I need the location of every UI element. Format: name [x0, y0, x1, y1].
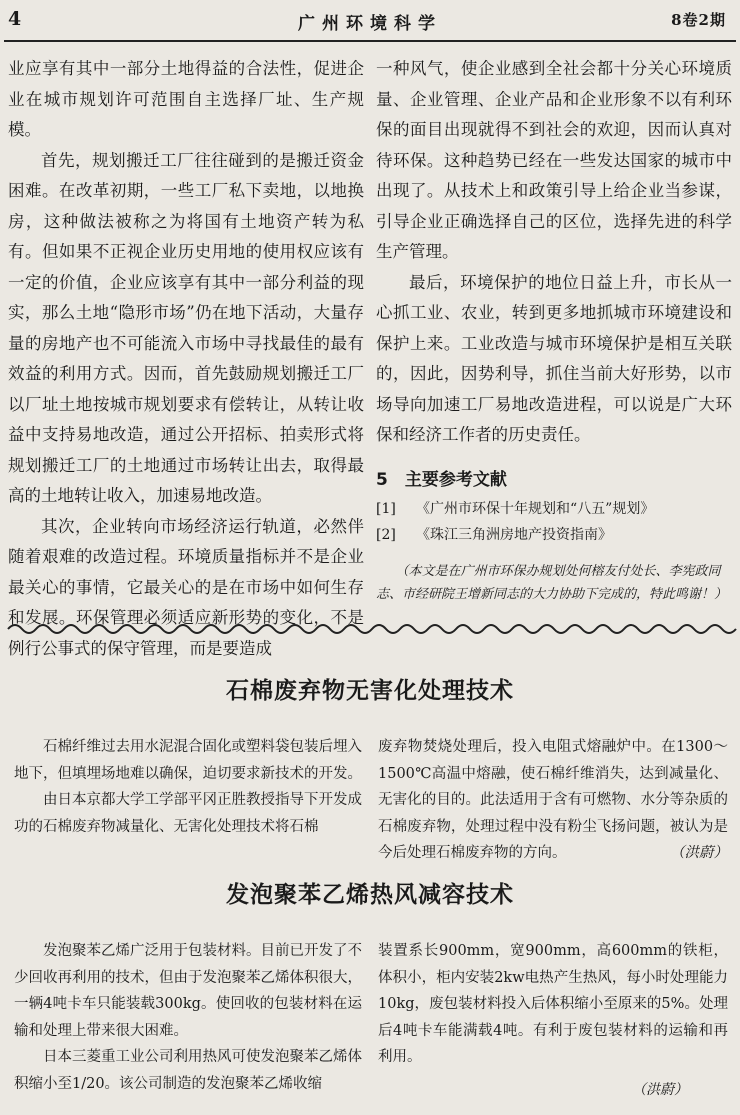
article3-right-column — [378, 938, 728, 1099]
article3-title: 发泡聚苯乙烯热风减容技术 — [226, 882, 514, 908]
section-divider-wavy-line — [0, 614, 740, 644]
reference-number: [2] — [376, 526, 396, 543]
paragraph: 日本三菱重工业公司利用热风可使发泡聚苯乙烯体积缩小至1/20。该公司制造的发泡聚苯乙烯收缩 — [14, 1049, 362, 1092]
article2-right-column — [378, 734, 728, 867]
wavy-line — [8, 625, 736, 633]
paragraph-text: 废弃物焚烧处理后，投入电阻式熔融炉中。在1300～1500℃高温中熔融，使石棉纤维消失，达到减量化、无害化的目的。此法适用于含有可燃物、水分等杂质的石棉废弃物，处理过程中没有粉尘飞扬问题，被认为是今后处理石棉废弃物的方向。 — [378, 739, 728, 861]
references-heading: 5 主要参考文献 — [376, 469, 507, 490]
article1-right-column — [376, 54, 732, 606]
paragraph: 由日本京都大学工学部平冈正胜教授指导下开发成功的石棉废弃物减量化、无害化处理技术将石棉 — [14, 792, 362, 835]
article3-left-column — [14, 938, 362, 1097]
reference-number: [1] — [376, 500, 396, 517]
paragraph: 业应享有其中一部分土地得益的合法性，促进企业在城市规划许可范围自主选择厂址、生产规模。 — [8, 59, 364, 139]
paragraph: 一种风气，使企业感到全社会都十分关心环境质量、企业管理、企业产品和企业形象不以有利环保的面目出现就得不到社会的欢迎，因而认真对待环保。这种趋势已经在一些发达国家的城市中出现了。从技术上和政策引导上给企业当参谋，引导企业正确选择自己的区位，选择先进的科学生产管理。 — [376, 59, 732, 261]
page-number: 4 — [8, 8, 22, 30]
paragraph: 发泡聚苯乙烯广泛用于包装材料。目前已开发了不少回收再利用的技术，但由于发泡聚苯乙烯体积很大，一辆4吨卡车只能装载300kg。使回收的包装材料在运输和处理上带来很大困难。 — [14, 943, 362, 1039]
paragraph: 装置系长900mm，宽900mm，高600mm的铁柜，体积小，柜内安装2kw电热产生热风，每小时处理能力10kg，废包装材料投入后体积缩小至原来的5%。处理后4吨卡车能满载4吨。有利于废包装材料的运输和再利用。 — [378, 943, 728, 1065]
reference-text: 《广州市环保十年规划和“八五”规划》 — [416, 500, 655, 517]
article1-left-column — [8, 54, 364, 664]
reference-item — [376, 522, 732, 548]
page-header — [0, 0, 740, 46]
paragraph: 其次，企业转向市场经济运行轨道，必然伴随着艰难的改造过程。环境质量指标并不是企业最关心的事情，它最关心的是在市场中如何生存和发展。环保管理必须适应新形势的变化，不是例行公事式的保守管理，而是要造成 — [8, 516, 364, 658]
paragraph: 石棉纤维过去用水泥混合固化或塑料袋包装后埋入地下，但填埋场地难以确保，迫切要求新技术的开发。 — [14, 739, 362, 782]
article2-title: 石棉废弃物无害化处理技术 — [226, 678, 514, 704]
source-credit: （洪蔚） — [632, 1081, 688, 1098]
reference-item — [376, 496, 732, 522]
header-rule — [4, 40, 736, 42]
paragraph: 首先，规划搬迁工厂往往碰到的是搬迁资金困难。在改革初期，一些工厂私下卖地，以地换房，这种做法被称之为将国有土地资产转为私有。但如果不正视企业历史用地的使用权应该有一定的价值，企业应该享有其中一部分利益的现实，那么土地“隐形市场”仍在地下活动，大量存量的房地产也不可能流入市场中寻找最佳的最有效益的利用方式。因而，首先鼓励规划搬迁工厂以厂址土地按城市规划要求有偿转让，从转让收益中支持易地改造，通过公开招标、拍卖形式将规划搬迁工厂的土地通过市场转让出去，取得最高的土地转让收入，加速易地改造。 — [8, 150, 364, 505]
paragraph — [378, 734, 728, 867]
journal-title: 广州环境科学 — [298, 14, 442, 34]
volume-issue: 8卷2期 — [671, 11, 726, 29]
article2-left-column — [14, 734, 362, 840]
acknowledgement: （本文是在广州市环保办规划处何榕友付处长、李宪政同志、市经研院王增新同志的大力协助下完成的，特此鸣谢！） — [376, 563, 728, 602]
reference-text: 《珠江三角洲房地产投资指南》 — [416, 526, 612, 543]
paragraph: 最后，环境保护的地位日益上升，市长从一心抓工业、农业，转到更多地抓城市环境建设和保护上来。工业改造与城市环境保护是相互关联的，因此，因势利导，抓住当前大好形势，以市场导向加速工厂易地改造进程，可以说是广大环保和经济工作者的历史责任。 — [376, 272, 732, 444]
source-credit: （洪蔚） — [670, 845, 728, 861]
